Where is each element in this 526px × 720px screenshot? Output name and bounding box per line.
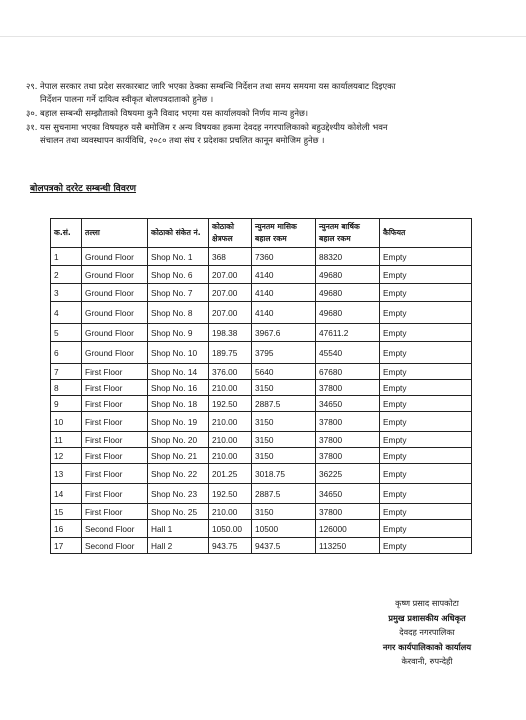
cell-serial: 5: [51, 324, 82, 342]
cell-serial: 3: [51, 284, 82, 302]
cell-room-code: Shop No. 20: [148, 432, 209, 448]
cell-floor: First Floor: [82, 464, 148, 484]
header-area: कोठाको क्षेत्रफल: [209, 219, 252, 248]
cell-monthly-rent: 3150: [252, 412, 316, 432]
cell-floor: Ground Floor: [82, 302, 148, 324]
cell-room-code: Shop No. 14: [148, 364, 209, 380]
cell-remarks: Empty: [380, 448, 472, 464]
cell-annual-rent: 126000: [316, 520, 380, 538]
clause-31: [26, 121, 502, 147]
cell-area: 207.00: [209, 284, 252, 302]
table-row: [51, 342, 472, 364]
cell-monthly-rent: 4140: [252, 284, 316, 302]
cell-room-code: Shop No. 9: [148, 324, 209, 342]
table-row: [51, 284, 472, 302]
cell-annual-rent: 37800: [316, 432, 380, 448]
cell-remarks: Empty: [380, 248, 472, 266]
cell-annual-rent: 49680: [316, 284, 380, 302]
cell-remarks: Empty: [380, 396, 472, 412]
cell-area: 189.75: [209, 342, 252, 364]
cell-annual-rent: 113250: [316, 538, 380, 554]
table-row: [51, 302, 472, 324]
cell-remarks: Empty: [380, 302, 472, 324]
cell-serial: 15: [51, 504, 82, 520]
cell-annual-rent: 37800: [316, 380, 380, 396]
cell-monthly-rent: 4140: [252, 302, 316, 324]
table-row: [51, 504, 472, 520]
cell-serial: 4: [51, 302, 82, 324]
table-row: [51, 324, 472, 342]
cell-monthly-rent: 4140: [252, 266, 316, 284]
cell-floor: Ground Floor: [82, 266, 148, 284]
cell-remarks: Empty: [380, 520, 472, 538]
signatory-office: नगर कार्यपालिकाको कार्यालय: [382, 641, 472, 652]
cell-serial: 6: [51, 342, 82, 364]
table-row: [51, 248, 472, 266]
clause-31-line-1: ३१. यस सुचनामा भएका विषयहरु यसै बमोजिम र अन्य विषयका हकमा देवदह नगरपालिकाको बहुउद्देश्यीय कोशेली भवन: [26, 122, 388, 132]
signatory-name: कृष्ण प्रसाद सापकोटा: [395, 598, 459, 608]
cell-annual-rent: 45540: [316, 342, 380, 364]
cell-floor: First Floor: [82, 412, 148, 432]
cell-floor: Ground Floor: [82, 324, 148, 342]
cell-room-code: Hall 2: [148, 538, 209, 554]
cell-room-code: Shop No. 1: [148, 248, 209, 266]
cell-annual-rent: 37800: [316, 504, 380, 520]
cell-serial: 16: [51, 520, 82, 538]
cell-annual-rent: 49680: [316, 302, 380, 324]
table-row: [51, 538, 472, 554]
cell-area: 192.50: [209, 396, 252, 412]
cell-area: 210.00: [209, 380, 252, 396]
cell-remarks: Empty: [380, 432, 472, 448]
cell-monthly-rent: 7360: [252, 248, 316, 266]
cell-annual-rent: 36225: [316, 464, 380, 484]
cell-floor: First Floor: [82, 484, 148, 504]
cell-area: 368: [209, 248, 252, 266]
cell-remarks: Empty: [380, 538, 472, 554]
cell-area: 943.75: [209, 538, 252, 554]
cell-serial: 1: [51, 248, 82, 266]
cell-area: 1050.00: [209, 520, 252, 538]
cell-remarks: Empty: [380, 324, 472, 342]
clause-29-line-2: निर्देशन पालना गर्ने दायित्व स्वीकृत बोलपत्रदाताको हुनेछ ।: [40, 94, 214, 104]
clause-30-line-1: ३०. बहाल सम्बन्धी सम्झौताको विषयमा कुनै विवाद भएमा यस कार्यालयको निर्णय मान्य हुनेछ।: [26, 108, 309, 118]
cell-monthly-rent: 2887.5: [252, 484, 316, 504]
cell-area: 201.25: [209, 464, 252, 484]
cell-remarks: Empty: [380, 504, 472, 520]
cell-annual-rent: 34650: [316, 484, 380, 504]
cell-area: 207.00: [209, 266, 252, 284]
cell-remarks: Empty: [380, 464, 472, 484]
table-row: [51, 364, 472, 380]
cell-floor: Ground Floor: [82, 284, 148, 302]
table-row: [51, 380, 472, 396]
clause-29-line-1: २९. नेपाल सरकार तथा प्रदेश सरकारबाट जारि भएका ठेक्का सम्बन्धि निर्देशन तथा समय समयमा यस कार्यालयबाट दिइएका: [26, 81, 396, 91]
cell-monthly-rent: 5640: [252, 364, 316, 380]
cell-floor: Second Floor: [82, 538, 148, 554]
header-remarks: कैफियत: [380, 219, 472, 248]
cell-room-code: Shop No. 18: [148, 396, 209, 412]
table-row: [51, 412, 472, 432]
cell-room-code: Shop No. 8: [148, 302, 209, 324]
cell-room-code: Shop No. 6: [148, 266, 209, 284]
cell-serial: 14: [51, 484, 82, 504]
cell-annual-rent: 67680: [316, 364, 380, 380]
cell-room-code: Hall 1: [148, 520, 209, 538]
table-row: [51, 396, 472, 412]
signature-block: [362, 596, 492, 669]
signatory-municipality: देवदह नगरपालिका: [399, 627, 455, 637]
cell-room-code: Shop No. 19: [148, 412, 209, 432]
cell-floor: First Floor: [82, 364, 148, 380]
cell-area: 210.00: [209, 412, 252, 432]
cell-annual-rent: 37800: [316, 412, 380, 432]
cell-remarks: Empty: [380, 342, 472, 364]
cell-area: 210.00: [209, 448, 252, 464]
cell-annual-rent: 47611.2: [316, 324, 380, 342]
cell-room-code: Shop No. 23: [148, 484, 209, 504]
cell-area: 210.00: [209, 432, 252, 448]
cell-annual-rent: 49680: [316, 266, 380, 284]
cell-serial: 10: [51, 412, 82, 432]
table-row: [51, 464, 472, 484]
header-min-monthly-rent: न्युनतम मासिक बहाल रकम: [252, 219, 316, 248]
signatory-designation: प्रमुख प्रशासकीय अधिकृत: [388, 612, 466, 623]
cell-serial: 12: [51, 448, 82, 464]
cell-floor: Ground Floor: [82, 342, 148, 364]
cell-serial: 2: [51, 266, 82, 284]
cell-monthly-rent: 3150: [252, 504, 316, 520]
cell-floor: First Floor: [82, 380, 148, 396]
header-serial: क.सं.: [51, 219, 82, 248]
cell-annual-rent: 88320: [316, 248, 380, 266]
cell-monthly-rent: 2887.5: [252, 396, 316, 412]
table-body: [51, 248, 472, 554]
cell-area: 198.38: [209, 324, 252, 342]
cell-remarks: Empty: [380, 266, 472, 284]
cell-room-code: Shop No. 7: [148, 284, 209, 302]
cell-floor: First Floor: [82, 396, 148, 412]
table-row: [51, 448, 472, 464]
cell-monthly-rent: 3967.6: [252, 324, 316, 342]
header-min-annual-rent: न्युनतम बार्षिक बहाल रकम: [316, 219, 380, 248]
table-row: [51, 266, 472, 284]
header-room-code: कोठाको संकेत नं.: [148, 219, 209, 248]
cell-serial: 17: [51, 538, 82, 554]
cell-floor: First Floor: [82, 504, 148, 520]
clause-30: [26, 107, 502, 120]
signatory-location: केरवानी, रुपन्देही: [401, 656, 453, 666]
clause-29: [26, 80, 502, 106]
cell-monthly-rent: 3150: [252, 380, 316, 396]
cell-remarks: Empty: [380, 412, 472, 432]
table-row: [51, 432, 472, 448]
top-divider: [0, 36, 526, 37]
cell-room-code: Shop No. 10: [148, 342, 209, 364]
cell-room-code: Shop No. 22: [148, 464, 209, 484]
cell-monthly-rent: 3795: [252, 342, 316, 364]
cell-remarks: Empty: [380, 284, 472, 302]
cell-monthly-rent: 3150: [252, 432, 316, 448]
cell-area: 207.00: [209, 302, 252, 324]
cell-floor: Ground Floor: [82, 248, 148, 266]
cell-room-code: Shop No. 25: [148, 504, 209, 520]
cell-area: 376.00: [209, 364, 252, 380]
cell-annual-rent: 37800: [316, 448, 380, 464]
cell-monthly-rent: 3018.75: [252, 464, 316, 484]
cell-area: 210.00: [209, 504, 252, 520]
header-floor: तल्ला: [82, 219, 148, 248]
rate-table: [50, 218, 472, 554]
cell-serial: 11: [51, 432, 82, 448]
clause-31-line-2: संचालन तथा व्यवस्थापन कार्यविधि, २०८० तथा संघ र प्रदेशका प्रचलित कानून बमोजिम हुनेछ ।: [40, 135, 325, 145]
cell-monthly-rent: 10500: [252, 520, 316, 538]
cell-serial: 7: [51, 364, 82, 380]
cell-serial: 9: [51, 396, 82, 412]
cell-room-code: Shop No. 16: [148, 380, 209, 396]
terms-clauses: [26, 80, 502, 148]
table-header-row: [51, 219, 472, 248]
cell-annual-rent: 34650: [316, 396, 380, 412]
table-row: [51, 520, 472, 538]
table-row: [51, 484, 472, 504]
cell-remarks: Empty: [380, 484, 472, 504]
cell-serial: 13: [51, 464, 82, 484]
cell-monthly-rent: 3150: [252, 448, 316, 464]
cell-floor: First Floor: [82, 432, 148, 448]
cell-remarks: Empty: [380, 380, 472, 396]
cell-remarks: Empty: [380, 364, 472, 380]
cell-room-code: Shop No. 21: [148, 448, 209, 464]
section-title: बोलपत्रको दररेट सम्बन्धी विवरण: [30, 184, 137, 194]
cell-area: 192.50: [209, 484, 252, 504]
cell-serial: 8: [51, 380, 82, 396]
cell-floor: Second Floor: [82, 520, 148, 538]
cell-monthly-rent: 9437.5: [252, 538, 316, 554]
cell-floor: First Floor: [82, 448, 148, 464]
